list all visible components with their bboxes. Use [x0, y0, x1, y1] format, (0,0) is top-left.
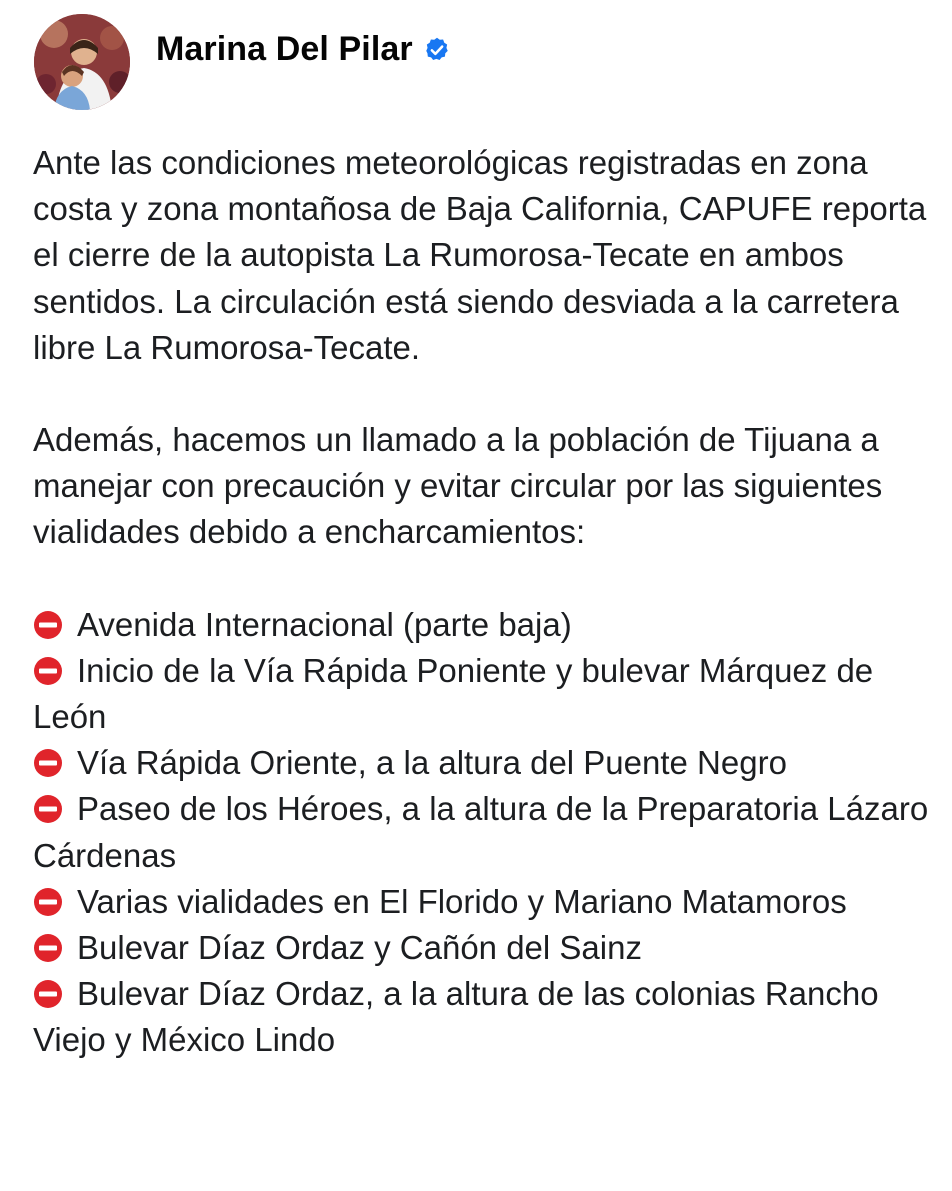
no-entry-icon	[33, 929, 63, 959]
author-name[interactable]: Marina Del Pilar	[156, 30, 413, 68]
list-item	[33, 648, 933, 740]
no-entry-icon	[33, 883, 63, 913]
post-paragraph-warning: Además, hacemos un llamado a la población de Tijuana a manejar con precaución y evitar circular por las siguientes vialidades debido a encharcamientos:	[33, 421, 883, 551]
verified-badge-icon	[423, 36, 451, 64]
list-item	[33, 879, 933, 925]
paragraph-spacer	[33, 371, 933, 417]
no-entry-icon	[33, 744, 63, 774]
no-entry-icon	[33, 790, 63, 820]
list-item	[33, 971, 933, 1063]
list-item	[33, 602, 933, 648]
paragraph-spacer	[33, 556, 933, 602]
no-entry-icon	[33, 606, 63, 636]
post-header	[34, 14, 451, 124]
list-item	[33, 925, 933, 971]
road-text: Inicio de la Vía Rápida Poniente y bulevar Márquez de León	[33, 651, 874, 736]
road-text: Paseo de los Héroes, a la altura de la Preparatoria Lázaro Cárdenas	[33, 790, 929, 874]
post-body	[33, 140, 933, 1064]
no-entry-icon	[33, 975, 63, 1005]
road-text: Bulevar Díaz Ordaz, a la altura de las colonias Rancho Viejo y México Lindo	[33, 975, 879, 1059]
no-entry-icon	[33, 652, 63, 682]
road-text: Bulevar Díaz Ordaz y Cañón del Sainz	[77, 929, 642, 967]
list-item	[33, 786, 933, 878]
list-item	[33, 740, 933, 786]
road-list	[33, 602, 933, 1064]
post-paragraph-closure: Ante las condiciones meteorológicas registradas en zona costa y zona montañosa de Baja California, CAPUFE reporta el cierre de la autopista La Rumorosa-Tecate en ambos sentidos. La circulación está siendo desviada a la carretera libre La Rumorosa-Tecate.	[33, 144, 927, 366]
author-line	[156, 30, 451, 69]
avatar[interactable]	[34, 14, 130, 110]
avatar-photo	[34, 14, 130, 110]
road-text: Vía Rápida Oriente, a la altura del Puente Negro	[77, 744, 787, 782]
road-text: Avenida Internacional (parte baja)	[77, 605, 572, 643]
road-text: Varias vialidades en El Florido y Mariano Matamoros	[77, 882, 847, 920]
